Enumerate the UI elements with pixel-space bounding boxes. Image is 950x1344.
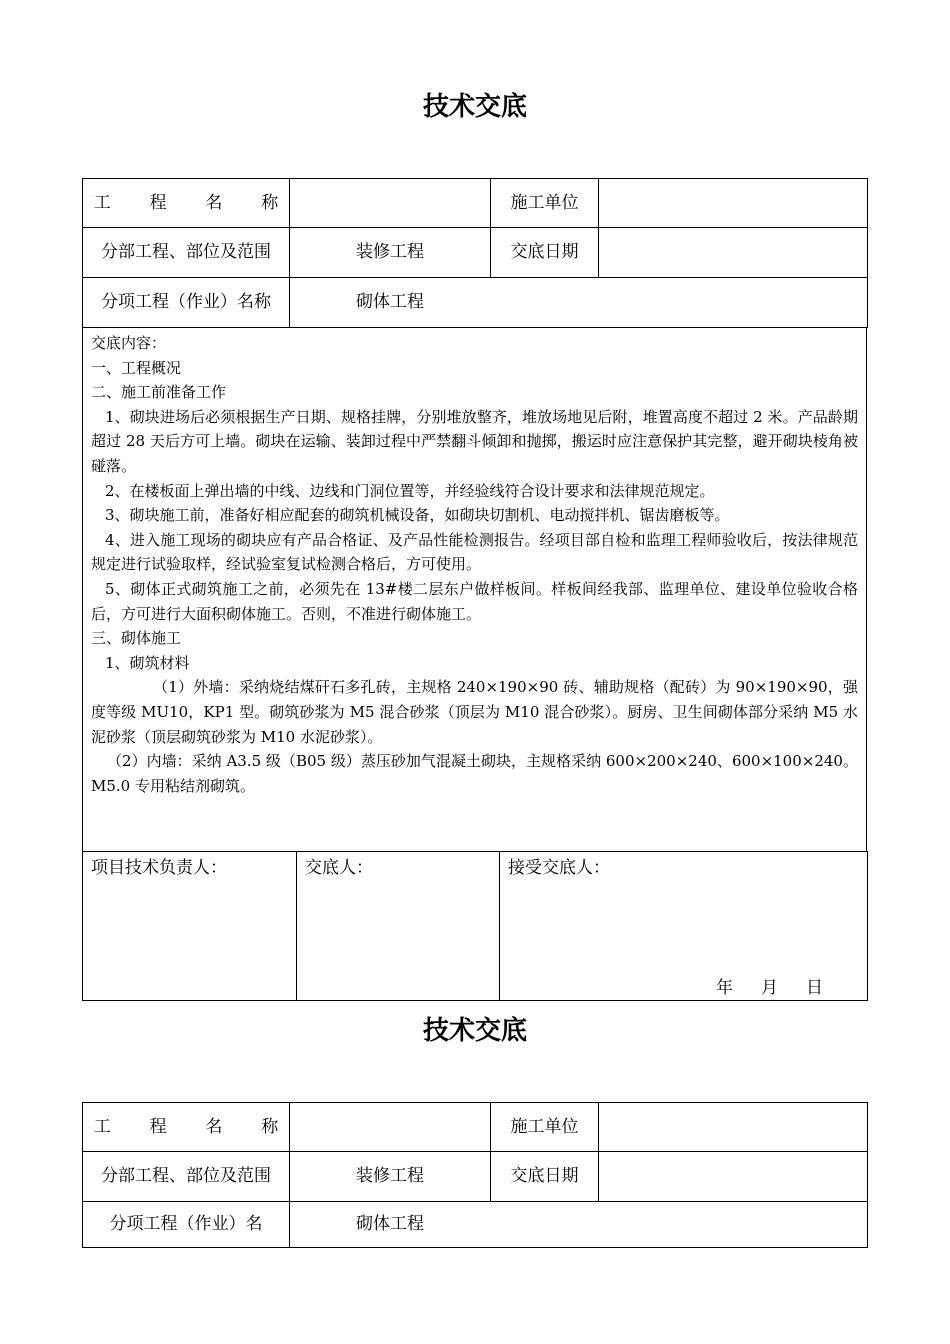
- project-name-value[interactable]: [290, 179, 491, 228]
- disclosure-date-label: 交底日期: [491, 228, 599, 278]
- header-table: [82, 178, 868, 328]
- construction-unit-value[interactable]: [599, 1103, 868, 1152]
- subsection-materials: 1、砌筑材料: [105, 653, 190, 672]
- construction-unit-label: 施工单位: [491, 179, 599, 228]
- tech-lead-label: 项目技术负责人：: [91, 858, 227, 878]
- paragraph-interior-wall: （2）内墙：采纳 A3.5 级（B05 级）蒸压砂加气混凝土砌块，主规格采纳 600×200×240、600×100×240。M5.0 专用粘结剂砌筑。: [91, 752, 858, 795]
- project-name-label: 工 程 名 称: [83, 1103, 290, 1152]
- project-name-label: 工 程 名 称: [83, 179, 290, 228]
- division-value[interactable]: 装修工程: [290, 228, 491, 278]
- receiver-label: 接受交底人：: [508, 858, 610, 878]
- subitem-label: 分项工程（作业）名: [83, 1202, 290, 1248]
- discloser-signature[interactable]: [297, 851, 500, 1000]
- paragraph-4: 4、进入施工现场的砌块应有产品合格证、及产品性能检测报告。经项目部自检和监理工程师验收后，按法律规范规定进行试验取样，经试验室复试检测合格后，方可使用。: [91, 530, 858, 574]
- section-masonry: 三、砌体施工: [91, 629, 182, 648]
- receiver-signature[interactable]: [500, 851, 868, 1000]
- document-title: 技术交底: [422, 92, 527, 122]
- signature-table: [82, 851, 868, 1001]
- document-title-2: 技术交底: [422, 1016, 527, 1046]
- date-day-label: 日: [806, 977, 823, 998]
- subitem-label: 分项工程（作业）名称: [83, 278, 290, 328]
- header-table-2: [82, 1102, 868, 1248]
- date-month-label: 月: [761, 977, 778, 998]
- project-name-value[interactable]: [290, 1103, 491, 1152]
- division-label: 分部工程、部位及范围: [83, 228, 290, 278]
- paragraph-5: 5、砌体正式砌筑施工之前，必须先在 13#楼二层东户做样板间。样板间经我部、监理单位、建设单位验收合格后，方可进行大面积砌体施工。否则，不准进行砌体施工。: [91, 579, 858, 623]
- division-label: 分部工程、部位及范围: [83, 1152, 290, 1202]
- section-overview: 一、工程概况: [91, 358, 182, 377]
- subitem-value[interactable]: 砌体工程: [290, 1202, 868, 1248]
- paragraph-exterior-wall: （1）外墙：采纳烧结煤矸石多孔砖，主规格 240×190×90 砖、辅助规格（配砖）为 90×190×90，强度等级 MU10，KP1 型。砌筑砂浆为 M5 混合砂浆（顶层为 M10 混合砂浆）。厨房、卫生间砌体部分采纳 M5 水泥砂浆（顶层砌筑砂浆为 M10 水泥砂浆）。: [91, 678, 858, 746]
- construction-unit-value[interactable]: [599, 179, 868, 228]
- date-year-label: 年: [716, 977, 733, 998]
- disclosure-date-value[interactable]: [599, 1152, 868, 1202]
- disclosure-date-label: 交底日期: [491, 1152, 599, 1202]
- paragraph-1: 1、砌块进场后必须根据生产日期、规格挂牌，分别堆放整齐，堆放场地见后附，堆置高度不超过 2 米。产品龄期超过 28 天后方可上墙。砌块在运输、装卸过程中严禁翻斗倾卸和抛掷，搬运时应注意保护其完整，避开砌块棱角被碰落。: [91, 407, 858, 475]
- signature-date: [688, 973, 823, 998]
- paragraph-2: 2、在楼板面上弹出墙的中线、边线和门洞位置等，并经验线符合设计要求和法律规范规定。: [105, 481, 715, 500]
- division-value[interactable]: 装修工程: [290, 1152, 491, 1202]
- construction-unit-label: 施工单位: [491, 1103, 599, 1152]
- discloser-label: 交底人：: [305, 858, 373, 878]
- content-heading: 交底内容：: [91, 334, 167, 352]
- subitem-value[interactable]: 砌体工程: [290, 278, 868, 328]
- tech-lead-signature[interactable]: [83, 851, 297, 1000]
- paragraph-3: 3、砌块施工前，准备好相应配套的砌筑机械设备，如砌块切割机、电动搅拌机、锯齿磨板等。: [105, 506, 730, 525]
- disclosure-date-value[interactable]: [599, 228, 868, 278]
- section-preparation: 二、施工前准备工作: [91, 383, 227, 402]
- disclosure-content: [82, 327, 867, 852]
